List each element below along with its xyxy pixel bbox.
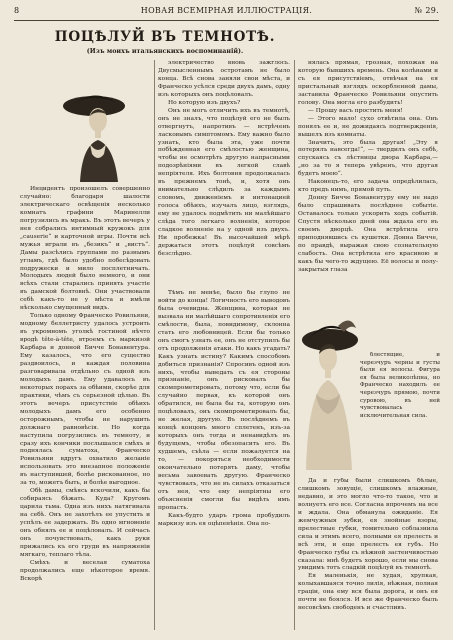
text-column-2 <box>158 60 290 285</box>
article-subtitle: (Изъ моихъ итальянскихъ воспоминаній). <box>86 48 244 55</box>
paragraph: Инцидентъ произошелъ совершенно случайно: благодаря шалости электрическаго освѣщенія несколько комнатъ графини Маринелли погрузились въ мракъ. Въ этотъ вечеръ у нея собрались интимный кружокъ для „causerie“ и карточной игры. Почти всѣ мужья играли въ „безикъ“ и „вистъ“. Дамы разсѣлись группами по разнымъ угламъ, гдѣ было удобно побесѣдовать подружески и мило посплетничать. Молодыхъ людей было немного, и они всѣхъ стали старались принять участіе въ дамской болтовнѣ. Они участвовали себѣ какъ-то не у мѣста и имѣли нѣсколько смущенный видъ. <box>20 186 150 312</box>
paragraph: Смѣхъ и веселая суматоха продолжались еще нѣкоторое время. Вскорѣ <box>20 559 150 582</box>
page-number: 8 <box>14 6 20 15</box>
paragraph: нялась прямая, грозная, похожая на которую бывшихъ времень. Она колѣнами и съ ея присутствіемъ, отвѣчая на ея пристальный взглядъ оскорбленной дамы, заставила Франческо Ровильяни опустить голову. Она могла его разбудить! <box>298 60 438 106</box>
paragraph: Наконецъ-то, его задача опредѣлилась, кто предъ нимъ, прямой путь. <box>298 179 438 194</box>
column-divider <box>294 60 295 630</box>
paragraph: Онъ не могъ отличить ихъ въ темнотѣ, онъ не зналъ, что поцѣлуй его не былъ отвергнутъ, напротивъ — встрѣченъ ласковымъ симптомомъ. Ему важно было узнать, кто была эта, уже почти побѣжденная его смѣлостью женщина, чтобы не осмотрѣть другую напрасными подозрѣніями въ легкой славѣ непріятеля. Ихъ болтовня продолжалась въ прежнемъ тонѣ, и, хотя онъ внимательно слѣдилъ за каждымъ словомъ, движеніемъ и интонацией голоса обѣихъ, изучалъ лицо, взглядъ, ему не удалось подмѣтить ни малѣйшаго слѣда того легкаго волненія, которое сладкое волненіе на у одной изъ двухъ. Ни пробежка! Въ высочайшей мѣрѣ держаться этотъ поцѣлуй совсѣмъ безслѣдно. <box>158 107 290 257</box>
text-column-2-lower <box>158 290 290 630</box>
woman-portrait-image <box>298 310 362 470</box>
paragraph: Да и губы были слишкомъ бѣлые, слишкомъ зовущіе, слишкомъ влажные, недавно, и это могло что-то такое, что и волнуетъ его все. Согласна впрочемъ на все и ждала. Она обманула ожиданіе. Ея жемчужныя зубки, ея знойные взоры, прелестные губки, томительно соблазнила сила и этимъ всего, полными ея прелесть и всѣ эти, и еще прелесть ея губъ. Но Франческо губы съ нѣжной застенчивостью сказала: мнѣ будетъ хорошо, если мы снова увидимъ тотъ сладкій поцѣлуй въ темнотѣ. <box>298 478 438 572</box>
paragraph: — Этого мало! сухо отвѣтила она. Онъ понялъ ее и, не дожидаясь подтвержденія, вышелъ изъ комнаты. <box>298 115 438 138</box>
text-beside-portrait <box>360 352 440 470</box>
paragraph: Значитъ, это была другая! „Эту я потерялъ навсегда!“, — твердилъ онъ себѣ, спускаясь съ лѣстницы двора Карбара,— „но за то я теперь увѣренъ, что другая будетъ моею“. <box>298 139 438 178</box>
header-rule <box>14 20 439 21</box>
magazine-title: НОВАЯ ВСЕМІРНАЯ ИЛЛЮСТРАЦІЯ. <box>140 6 313 15</box>
issue-number: № 29. <box>414 6 439 15</box>
paragraph: Тѣмъ не менѣе, было бы глупо не войти до конца! Логичность его выводовъ была очевидна. Женщина, которая не вызвала ни малѣйшаго сопротивленія его смѣлости, была, повидимому, склонна стать его любовницей. Если бы только онъ смогъ узнать ее, онъ не отступилъ бы отъ продолженія атаки. Но какъ угадать? Какъ узнать истину? Какимъ способомъ добиться признанія? Спросивъ одной изъ нихъ, чтобы выведать съ ея стороны признаніе, онъ рисковалъ бы скомпрометировать, потому что, если бы случайно первая, къ которой онъ обратился, не была бы та, которую онъ поцѣловалъ, онъ скомпрометировалъ бы, не желая, другую. Въ послѣднемъ въ концѣ концовъ много сплетенъ, изъ-за которыхъ онъ тогда и ненавидѣлъ въ будущемъ, чтобы обезопасить его. Въ худшемъ, съѣла — если пожалуется на то, — покоряться необходимости окончательно потерять даму, чтобы весьма завоевать другую. Франческо чувствовалъ, что не въ силахъ отказаться отъ нея, что ему непріятны его объясненія смогли бы видѣть имъ пропасть. <box>158 290 290 511</box>
paragraph: электричество вновь зажглось. Двусмысленнымъ остротамъ не было конца. Всѣ снова заняли свои мѣста, и Франческо усѣлся среди двухъ дамъ, одну изъ которыхъ онъ поцѣловалъ. <box>158 60 290 98</box>
page-header <box>14 6 439 18</box>
woman-portrait-image <box>60 84 126 182</box>
paragraph: Только одному Франческо Ровильяни, модному беллетристу удалось устроить въ укромномъ уголкѣ гостиной нѣчто вродѣ tête-à-tête, втроемъ съ маркизой Карбара и донной Бичче Бонавентура. Ему казалось, что его существо раздвоилось, и каждая половина разговаривала отдѣльно съ одной изъ молодыхъ дамъ. Ему удавалось въ некоторых порахъ за обѣими, скорѣе для практики, чѣмъ съ серьезной цѣлью. Въ этотъ вечеръ присутствіе обѣихъ молодыхъ дамъ его особенно осторожнымъ, чтобы не нарушить должнаго равновѣсія. Но когда наступила погрузились въ темноту, и сразу ихъ кончики послышался смѣхъ и поднялась суматоха, Франческо Ровильяни вдругъ охватило желаніе использовать это внезапное положеніе въ наступившей, болѣе рискованное, но за то, можетъ быть, и болѣе выгодное. <box>20 313 150 487</box>
paragraph: Ея маленькія, не худая, хрупкая, колыхавшаяся точно лилія, нѣжная, полная граціи, она ему вся была дорога, и онъ ея почти не боялся. И все же Франческо былъ несовсѣмъ свободенъ и счастливъ. <box>298 573 438 612</box>
text-column-3-lower <box>298 478 438 631</box>
paragraph: — Прошу васъ простить меня! <box>308 107 403 114</box>
paragraph: блестящие, и черезчуръ черны и густы были ея волосы. Фигура ея была великолѣпна, но Франческо находилъ ее черезчуръ прямою, почти суровою, въ ней чувствовалась исключительная сила. <box>360 352 440 419</box>
paragraph: Но которую изъ двухъ? <box>168 99 241 106</box>
paragraph: Какъ-будто ударъ грома пробудилъ маркизу изъ ея оцѣпенѣнія. Она по- <box>158 512 290 527</box>
paragraph: Обѣ дамы, смѣясь вскочили, какъ бы собираясь бѣжать. Куда? Кругомъ царила тьма. Одна изъ нихъ натягивала на себѣ. Онъ не захотѣлъ ее упустить и успѣлъ ее задержать. Въ одно мгновеніе онъ обнялъ ее и поцѣловалъ. И сейчасъ онъ почувствовалъ, какъ руки прижались къ его груди въ напряженіи мягкаго, теплаго тѣла. <box>20 488 150 558</box>
article-title: ПОЦѢЛУЙ ВЪ ТЕМНОТѢ. <box>54 29 276 45</box>
column-divider <box>154 60 155 630</box>
text-column-3 <box>298 60 438 302</box>
paragraph: Донну Бичче Бонавентуру ему не надо было спрашивать послѣднее событіе. Оставалось только ускорить ходъ событій. Спустя нѣсколько дней она ждала его въ своемъ дворцѣ. Она встрѣтила его приподнявшись съ кушетки. Донна Бичче, по правдѣ, выражая свою сознательную слабость. Она встрѣтила его красивою и какъ бы чего-то ждущею. Её волосы и полу-закрытыя глаза <box>298 195 438 273</box>
text-column-1 <box>20 186 150 631</box>
